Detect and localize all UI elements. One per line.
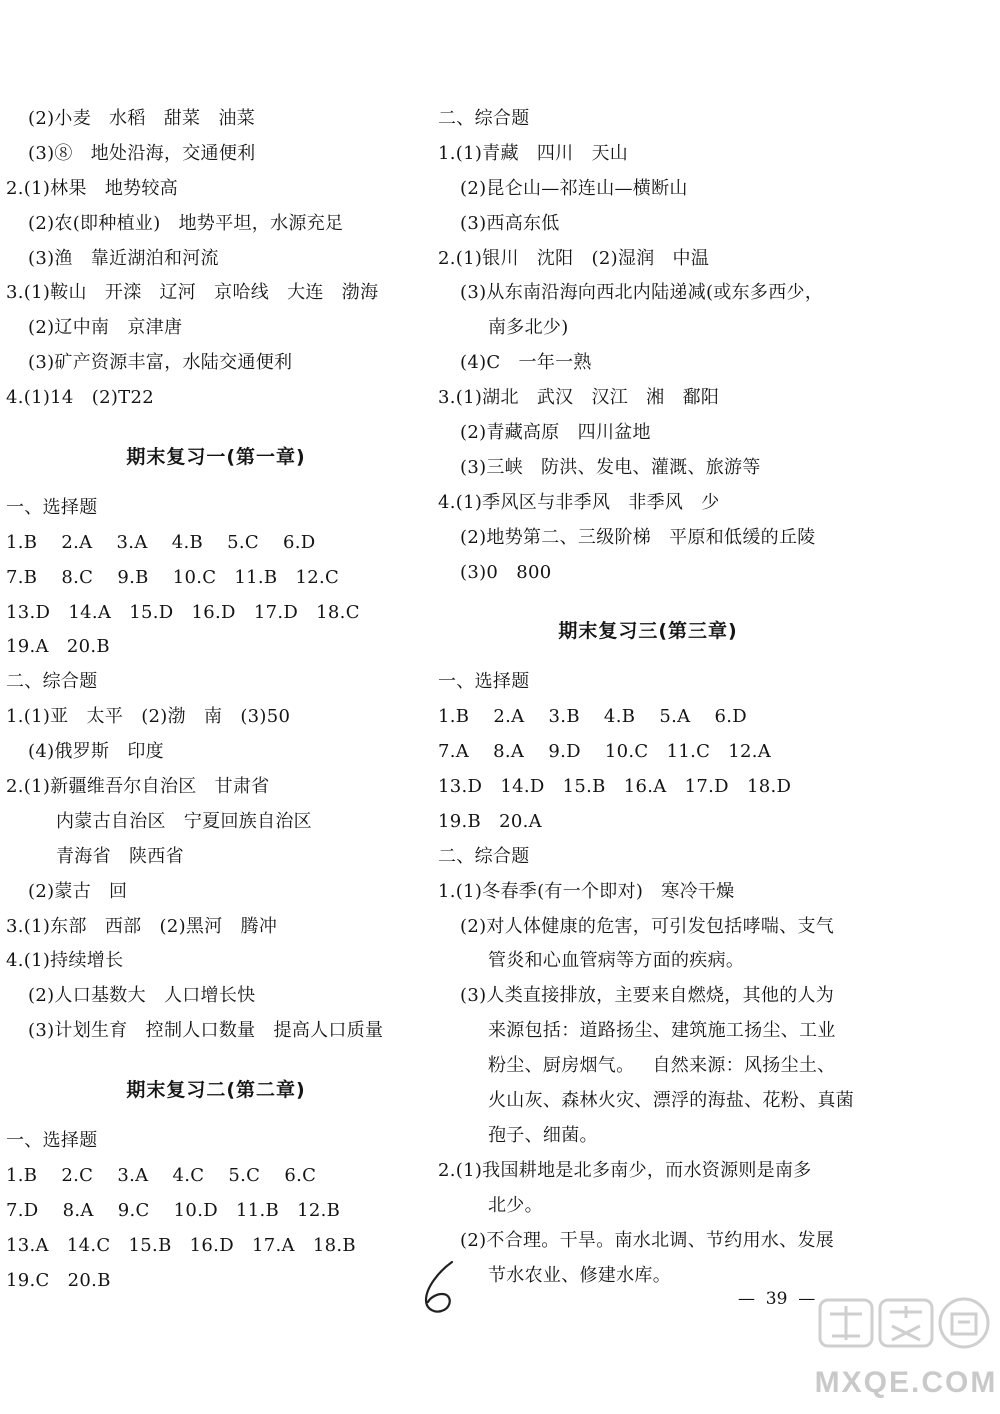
answer-line: (2)青藏高原 四川盆地 — [460, 422, 651, 444]
watermark-url: MXQE.COM — [814, 1366, 998, 1399]
answer-line: (2)地势第二、三级阶梯 平原和低缓的丘陵 — [460, 526, 816, 548]
answer-line: 1.B 2.A 3.B 4.B 5.A 6.D — [438, 706, 747, 728]
answer-line: 一、选择题 — [438, 671, 530, 693]
answer-line: 3.(1)湖北 武汉 汉江 湘 鄱阳 — [438, 387, 720, 409]
answer-line: 4.(1)持续增长 — [6, 950, 124, 972]
answer-line: 19.A 20.B — [6, 636, 110, 658]
answer-line: 13.D 14.A 15.D 16.D 17.D 18.C — [6, 601, 360, 623]
answer-line: (3)矿产资源丰富，水陆交通便利 — [28, 352, 293, 374]
answer-line: (3)0 800 — [460, 561, 552, 583]
answer-line: (3)从东南沿海向西北内陆递减(或东多西少， — [460, 282, 824, 304]
answer-line: (2)人口基数大 人口增长快 — [28, 985, 256, 1007]
handwritten-mark — [418, 1258, 468, 1316]
answer-line: 1.B 2.C 3.A 4.C 5.C 6.C — [6, 1164, 317, 1186]
answer-line: (2)昆仑山—祁连山—横断山 — [460, 177, 688, 199]
section-heading: 期末复习三(第三章) — [558, 620, 738, 643]
answer-line: (4)俄罗斯 印度 — [28, 741, 164, 763]
section-heading: 期末复习二(第二章) — [126, 1079, 306, 1102]
answer-line: 3.(1)鞍山 开滦 辽河 京哈线 大连 渤海 — [6, 282, 379, 304]
answer-line: 13.A 14.C 15.B 16.D 17.A 18.B — [6, 1234, 356, 1256]
answer-line: 青海省 陕西省 — [56, 845, 184, 867]
answer-line: (2)对人体健康的危害，可引发包括哮喘、支气 — [460, 915, 835, 937]
watermark-logo — [812, 1292, 1000, 1410]
left-column — [6, 108, 426, 1305]
answer-line: 7.B 8.C 9.B 10.C 11.B 12.C — [6, 566, 340, 588]
answer-line: (3)计划生育 控制人口数量 提高人口质量 — [28, 1020, 384, 1042]
answer-line: 1.(1)亚 太平 (2)渤 南 (3)50 — [6, 706, 291, 728]
answer-line: 火山灰、森林火灾、漂浮的海盐、花粉、真菌 — [488, 1090, 854, 1112]
answer-line: (3)西高东低 — [460, 212, 560, 234]
answer-line: 南多北少) — [488, 317, 569, 339]
right-column — [438, 108, 858, 1299]
answer-line: (4)C 一年一熟 — [460, 352, 592, 374]
answer-line: (2)农(即种植业) 地势平坦，水源充足 — [28, 212, 344, 234]
answer-line: 1.(1)青藏 四川 天山 — [438, 142, 629, 164]
answer-line: (2)不合理。干旱。南水北调、节约用水、发展 — [460, 1229, 835, 1251]
answer-line: 2.(1)银川 沈阳 (2)湿润 中温 — [438, 247, 710, 269]
answer-line: (3)人类直接排放，主要来自燃烧，其他的人为 — [460, 985, 835, 1007]
answer-line: 二、综合题 — [6, 671, 98, 693]
answer-line: 粉尘、厨房烟气。 自然来源：风扬尘土、 — [488, 1055, 836, 1077]
answer-line: 1.B 2.A 3.A 4.B 5.C 6.D — [6, 531, 316, 553]
answer-line: 3.(1)东部 西部 (2)黑河 腾冲 — [6, 915, 278, 937]
answer-line: 一、选择题 — [6, 1130, 98, 1152]
answer-line: (2)蒙古 回 — [28, 880, 128, 902]
answer-line: 管炎和心血管病等方面的疾病。 — [488, 950, 745, 972]
answer-line: 2.(1)我国耕地是北多南少，而水资源则是南多 — [438, 1159, 812, 1181]
answer-line: 4.(1)14 (2)T22 — [6, 387, 154, 409]
section-heading: 期末复习一(第一章) — [126, 446, 306, 469]
page-number: — 39 — — [738, 1289, 816, 1309]
answer-line: (3)渔 靠近湖泊和河流 — [28, 247, 219, 269]
answer-line: 二、综合题 — [438, 845, 530, 867]
answer-line: 4.(1)季风区与非季风 非季风 少 — [438, 491, 720, 513]
answer-line: 13.D 14.D 15.B 16.A 17.D 18.D — [438, 776, 792, 798]
answer-line: 7.A 8.A 9.D 10.C 11.C 12.A — [438, 741, 772, 763]
answer-line: 节水农业、修建水库。 — [488, 1264, 671, 1286]
answer-line: 二、综合题 — [438, 108, 530, 129]
answer-line: 北少。 — [488, 1194, 543, 1216]
answer-line: 19.C 20.B — [6, 1269, 111, 1291]
answer-line: 孢子、细菌。 — [488, 1124, 598, 1146]
answer-line: 1.(1)冬春季(有一个即对) 寒冷干燥 — [438, 880, 735, 902]
answer-line: 一、选择题 — [6, 496, 98, 518]
answer-line: (3)⑧ 地处沿海，交通便利 — [28, 142, 256, 164]
answer-line: (3)三峡 防洪、发电、灌溉、旅游等 — [460, 456, 761, 478]
answer-line: 2.(1)林果 地势较高 — [6, 177, 179, 199]
answer-line: (2)小麦 水稻 甜菜 油菜 — [28, 108, 255, 129]
answer-line: 2.(1)新疆维吾尔自治区 甘肃省 — [6, 776, 270, 798]
answer-line: 内蒙古自治区 宁夏回族自治区 — [56, 810, 312, 832]
answer-line: 来源包括：道路扬尘、建筑施工扬尘、工业 — [488, 1020, 836, 1042]
answer-line: (2)辽中南 京津唐 — [28, 317, 183, 339]
answer-line: 7.D 8.A 9.C 10.D 11.B 12.B — [6, 1199, 341, 1221]
answer-line: 19.B 20.A — [438, 810, 542, 832]
